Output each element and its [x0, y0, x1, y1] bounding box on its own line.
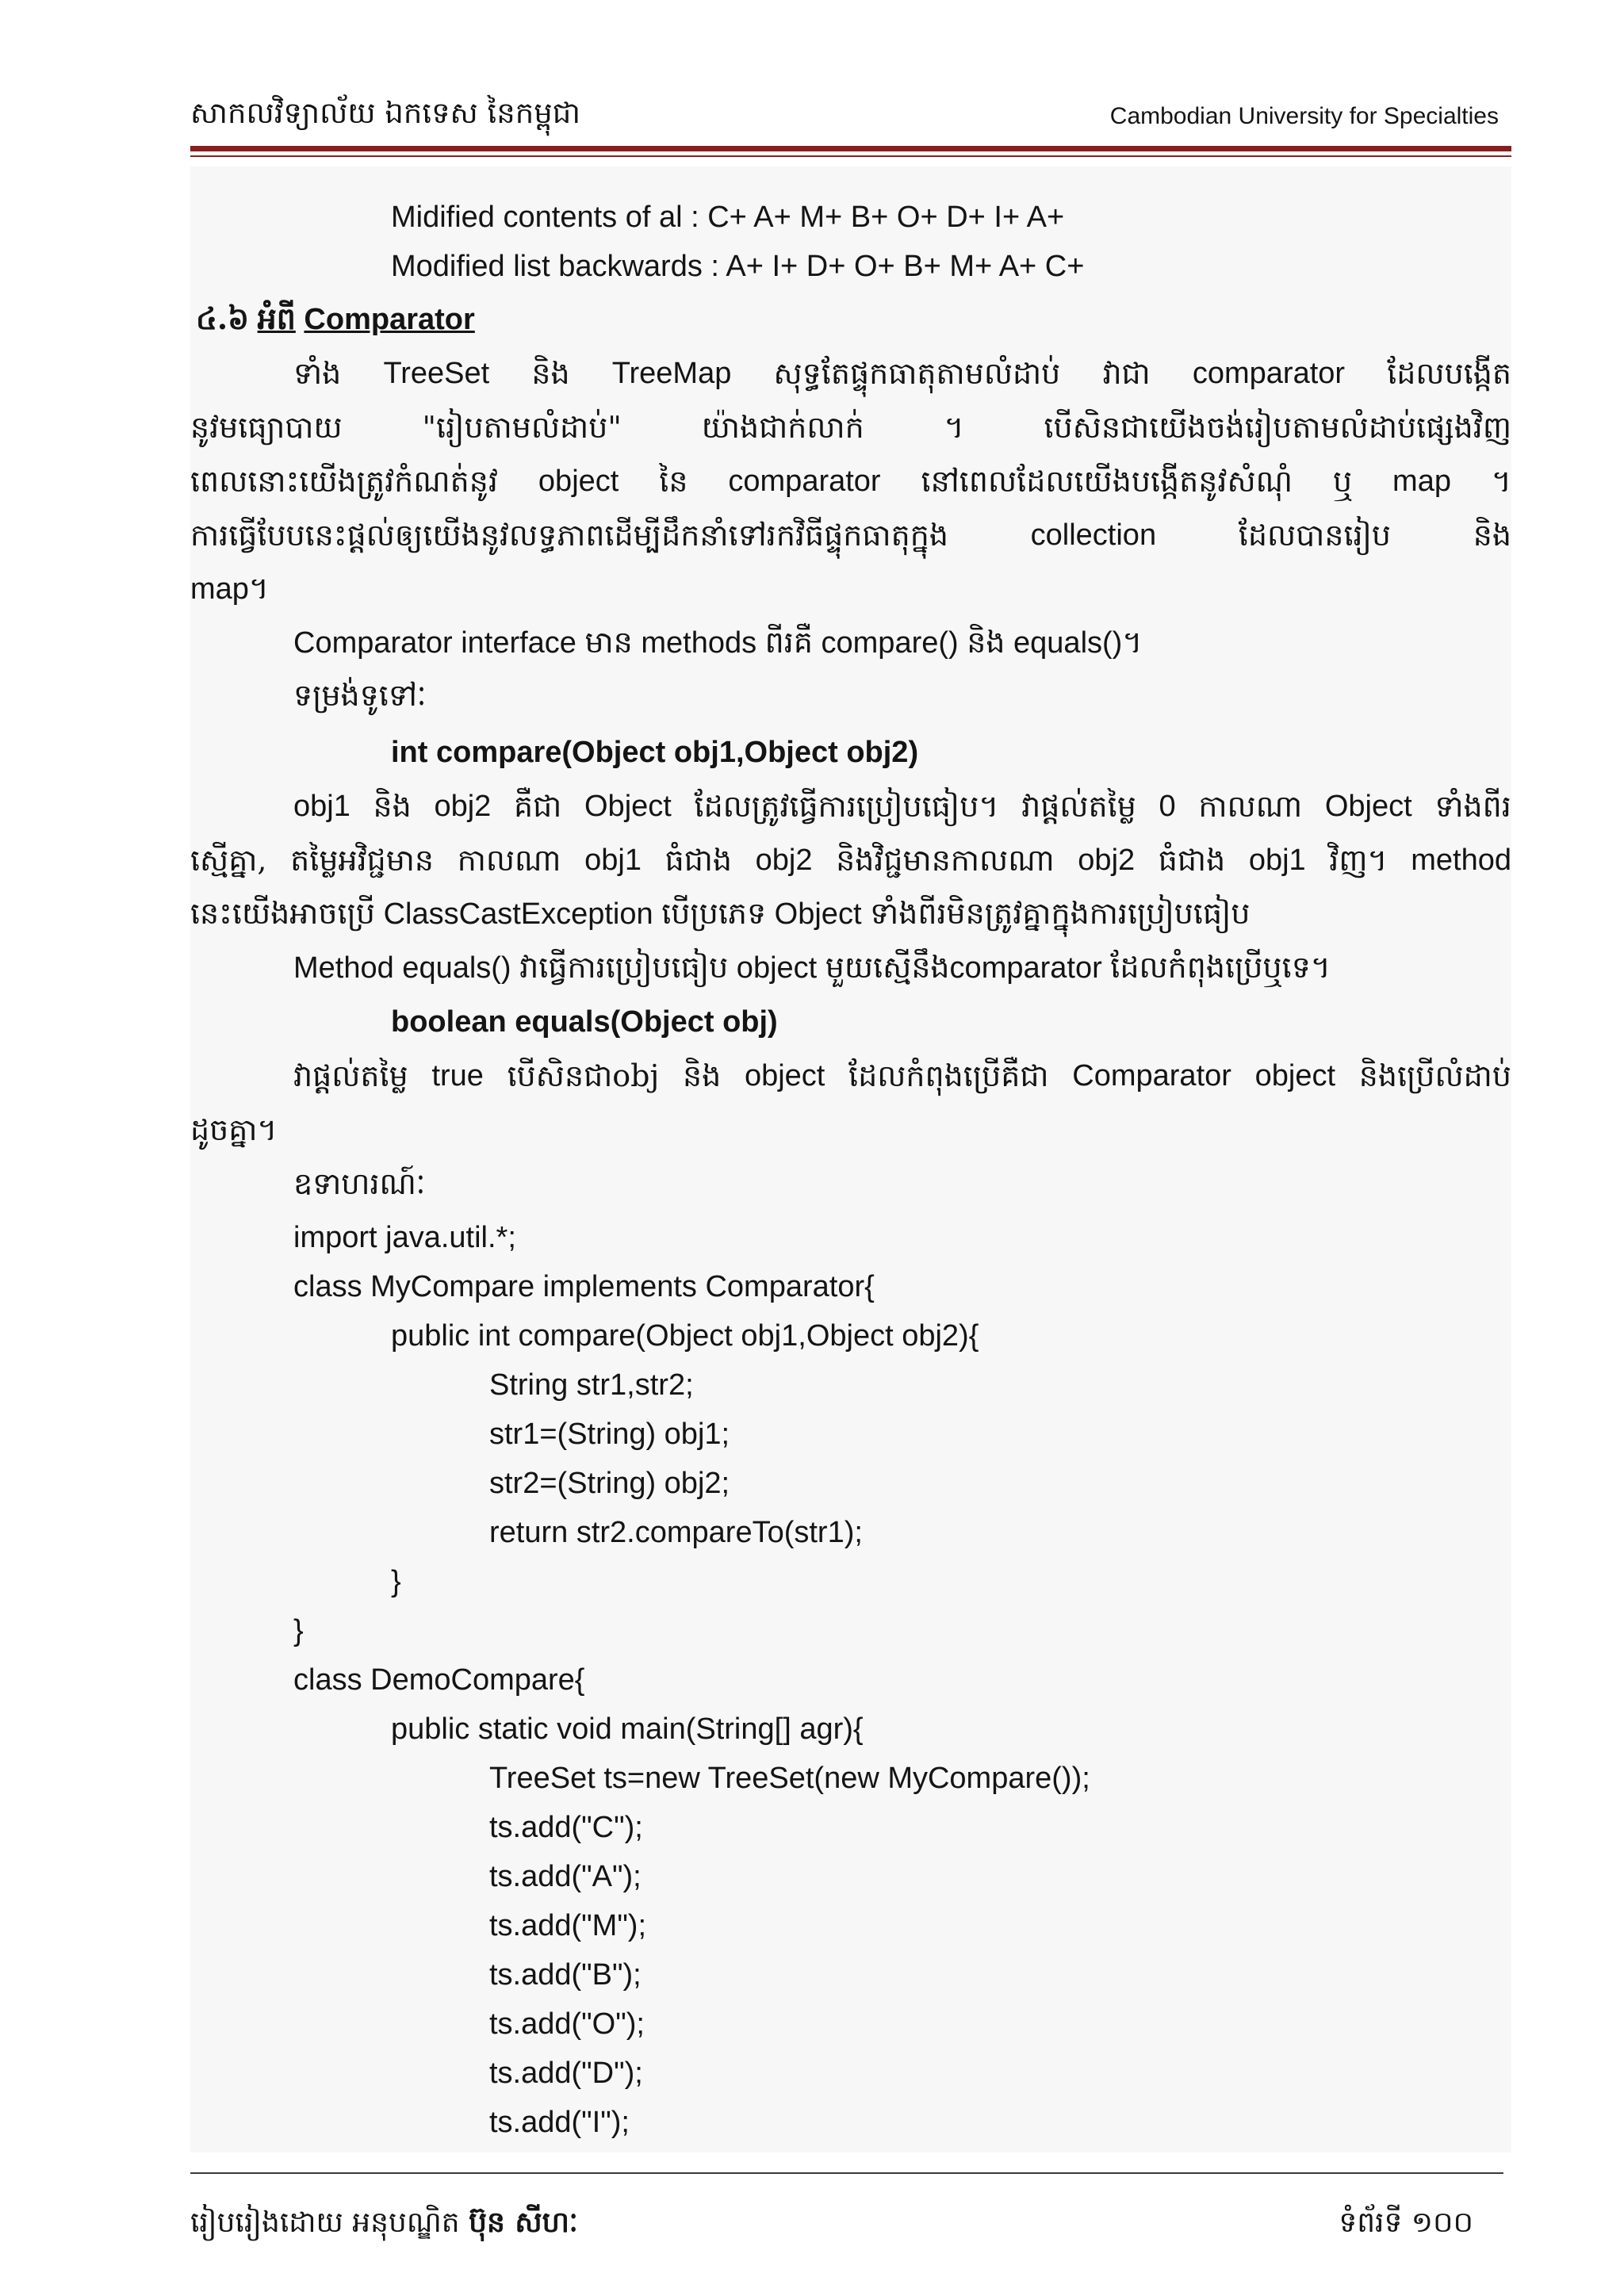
word: និងប្រើលំដាប់	[1358, 1058, 1511, 1093]
code-line-19: ts.add("I");	[489, 2106, 630, 2139]
word: map	[1392, 465, 1451, 498]
code-line-13: ts.add("C");	[489, 1811, 643, 1844]
word: នូវមធ្យោបាយ	[190, 410, 343, 445]
word: collection	[1030, 519, 1157, 552]
section-title-english: Comparator	[304, 303, 475, 336]
word: "រៀបតាមលំដាប់"	[422, 410, 622, 445]
word: វាជា	[1102, 356, 1151, 391]
word: សុទ្ធតែផ្ទុកធាតុតាមលំដាប់	[773, 356, 1061, 391]
word: method	[1411, 844, 1511, 877]
header-university-khmer: សាកលវិទ្យាល័យ ឯកទេស នៃកម្ពុជា	[190, 96, 580, 130]
code-line-2: class MyCompare implements Comparator{	[293, 1270, 875, 1303]
word: និងវិជ្ជមានកាលណា	[836, 843, 1055, 878]
word: ធំជាង	[1158, 843, 1226, 878]
para1-line-4	[190, 516, 1511, 554]
word: កាលណា	[457, 843, 561, 878]
code-line-17: ts.add("O");	[489, 2007, 645, 2041]
word: Object	[1324, 790, 1412, 823]
word: ដែលកំពុងប្រើគឺជា	[848, 1058, 1049, 1093]
word: និង	[531, 356, 570, 391]
word: ពេលនោះយើងត្រូវកំណត់នូវ	[190, 464, 498, 499]
code-line-18: ts.add("D");	[489, 2057, 643, 2090]
word: Object	[584, 790, 672, 823]
footer-author	[190, 2204, 578, 2246]
footer-prefix: រៀបរៀងដោយ អនុបណ្ឌិត	[190, 2206, 460, 2239]
word: វាផ្តល់តម្លៃ	[1021, 789, 1136, 824]
header-university-english: Cambodian University for Specialties	[1109, 103, 1499, 129]
code-line-6: str2=(String) obj2;	[489, 1467, 730, 1500]
word: true	[431, 1059, 484, 1093]
word: object	[1254, 1059, 1336, 1093]
para2-line-3: នេះយើងអាចប្រើ ClassCastException បើប្រភេទ Object ទាំងពីរមិនត្រូវគ្នាក្នុងការប្រៀបធៀប	[190, 897, 1251, 931]
para1-line-2	[190, 408, 1511, 446]
word: និង	[373, 789, 412, 824]
word: ។	[1491, 464, 1511, 499]
section-heading	[196, 300, 475, 339]
code-line-8: }	[391, 1565, 401, 1598]
section-number: ៤.៦	[196, 300, 250, 336]
intro-line-1: Midified contents of al : C+ A+ M+ B+ O+ D+ I+ A+	[391, 201, 1065, 234]
word: obj1	[584, 844, 642, 877]
word: ការធ្វើបែបនេះផ្តល់ឲ្យយើងនូវលទ្ធភាពដើម្បីដឹកនាំទៅរកវិធីផ្ទុកធាតុក្នុង	[190, 518, 948, 553]
word: ដែលបង្កើត	[1387, 356, 1511, 391]
word: គឺជា	[514, 789, 562, 824]
code-line-16: ts.add("B");	[489, 1958, 642, 1992]
code-line-3: public int compare(Object obj1,Object obj2){	[391, 1319, 979, 1353]
header-rule-thin	[190, 155, 1511, 157]
para1-line-1	[190, 354, 1511, 392]
word: obj2	[755, 844, 813, 877]
code-line-9: }	[293, 1614, 304, 1647]
word: យ៉ាងជាក់លាក់	[701, 410, 864, 445]
word: object	[744, 1059, 825, 1093]
code-line-4: String str1,str2;	[489, 1368, 694, 1402]
para3-line-1	[190, 1057, 1511, 1095]
code-line-7: return str2.compareTo(str1);	[489, 1516, 863, 1549]
para1-line-5: map។	[190, 572, 269, 606]
code-line-12: TreeSet ts=new TreeSet(new MyCompare());	[489, 1762, 1090, 1795]
word: comparator	[1192, 357, 1346, 390]
word: TreeMap	[611, 357, 732, 390]
word: វាផ្តល់តម្លៃ	[293, 1058, 408, 1093]
equals-signature: boolean equals(Object obj)	[391, 1005, 778, 1039]
code-line-1: import java.util.*;	[293, 1221, 516, 1254]
word: 0	[1159, 790, 1176, 823]
para2-line-2	[190, 841, 1511, 879]
word: និង	[682, 1058, 722, 1093]
para2-line-1	[190, 787, 1511, 825]
word: ទាំង	[293, 356, 342, 391]
code-line-14: ts.add("A");	[489, 1860, 642, 1893]
footer-rule	[190, 2172, 1503, 2174]
word: ឬ	[1332, 464, 1353, 499]
section-title-khmer: អំពី	[257, 300, 296, 336]
word: TreeSet	[383, 357, 490, 390]
word: ដែលបានរៀប	[1238, 518, 1392, 553]
word: នៅពេលដែលយើងបង្កើតនូវសំណុំ	[921, 464, 1293, 499]
word: obj1	[293, 790, 350, 823]
header-rule-thick	[190, 146, 1511, 151]
code-line-11: public static void main(String[] agr){	[391, 1712, 864, 1746]
word: តម្លៃអវិជ្ជមាន	[290, 843, 435, 878]
equals-line: Method equals() វាធ្វើការប្រៀបធៀប object មួយស្មើនឹងcomparator ដែលកំពុងប្រើឬទេ។	[293, 951, 1331, 985]
page-number: ទំព័រទី ១០០	[1339, 2206, 1473, 2239]
footer-author-name: ប៊ុន សីហៈ	[469, 2206, 578, 2239]
word: obj2	[1078, 844, 1136, 877]
word: និង	[1473, 518, 1511, 553]
example-label: ឧទាហរណ៍ៈ	[293, 1166, 426, 1201]
word: ស្មើគ្នា,	[190, 843, 267, 878]
word: ធំជាង	[665, 843, 733, 878]
code-line-5: str1=(String) obj1;	[489, 1418, 730, 1451]
word: នៃ	[659, 464, 688, 499]
code-line-10: class DemoCompare{	[293, 1663, 585, 1697]
word: comparator	[728, 465, 881, 498]
word: Comparator	[1072, 1059, 1231, 1093]
code-line-15: ts.add("M");	[489, 1909, 647, 1942]
word: បើសិនជាobj	[507, 1058, 660, 1093]
compare-signature: int compare(Object obj1,Object obj2)	[391, 736, 919, 769]
word: ។	[944, 410, 964, 445]
word: ទាំងពីរ	[1434, 789, 1511, 824]
word: បើសិនជាយើងចង់រៀបតាមលំដាប់ផ្សេងវិញ	[1044, 410, 1511, 445]
word: object	[538, 465, 619, 498]
word: obj1	[1248, 844, 1306, 877]
word: វិញ។	[1329, 843, 1388, 878]
general-form-label: ទម្រង់ទូទៅៈ	[293, 678, 427, 713]
para3-line-2: ដូចគ្នា។	[190, 1112, 278, 1147]
para1-line-3	[190, 462, 1511, 500]
word: កាលណា	[1198, 789, 1303, 824]
intro-line-2: Modified list backwards : A+ I+ D+ O+ B+ M+ A+ C+	[391, 250, 1085, 283]
word: ដែលត្រូវធ្វើការប្រៀបធៀប។	[694, 789, 999, 824]
methods-line: Comparator interface មាន methods ពីរគឺ compare() និង equals()។	[293, 626, 1143, 660]
word: obj2	[434, 790, 492, 823]
